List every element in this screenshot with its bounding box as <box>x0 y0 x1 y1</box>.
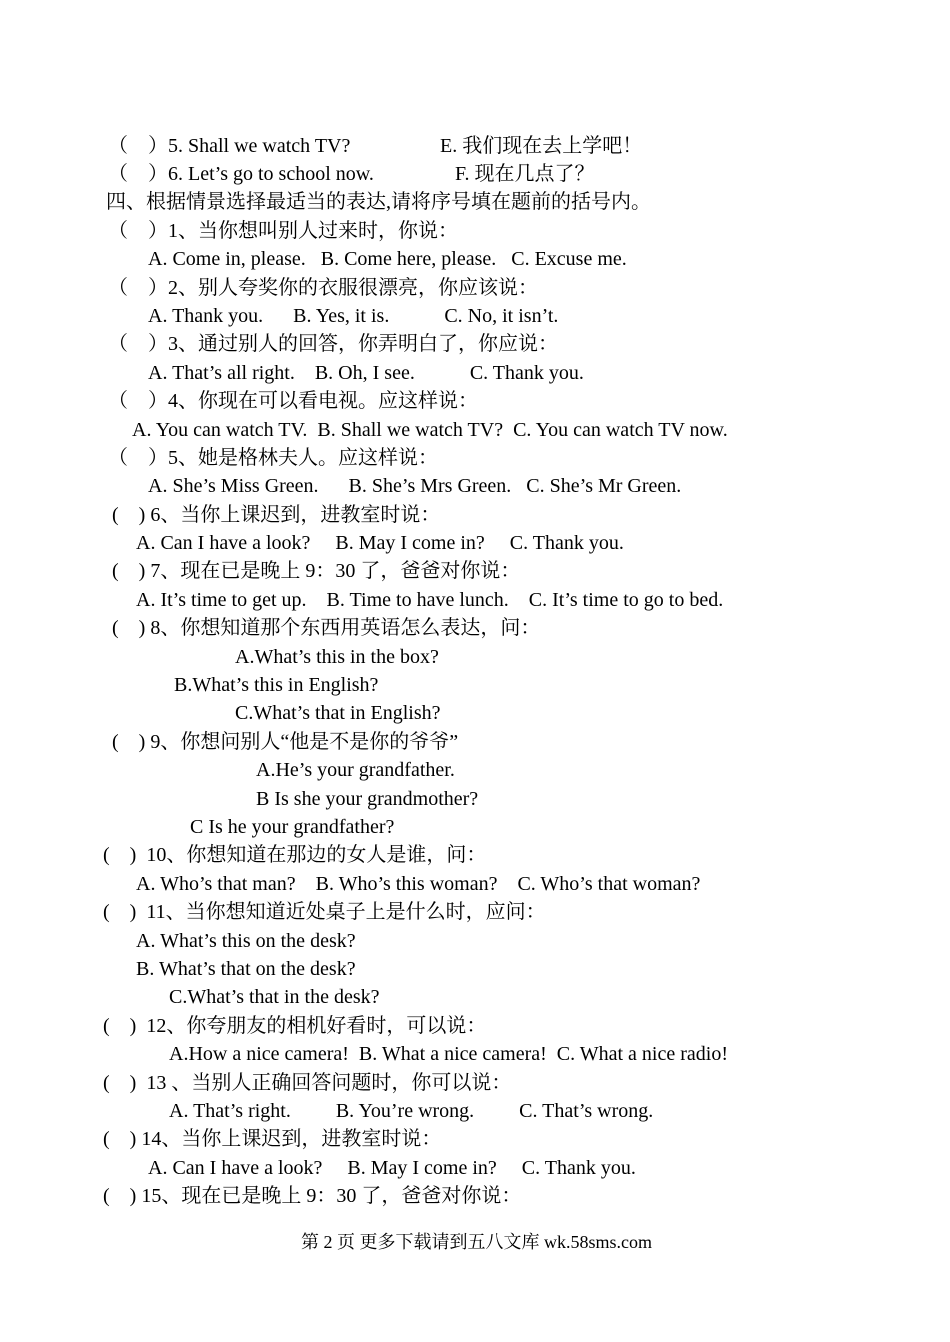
question-13: ( ) 13 、当别人正确回答问题时，你可以说： <box>103 1072 512 1094</box>
question-11-option-a: A. What’s this on the desk? <box>136 930 356 952</box>
question-4-options: A. You can watch TV. B. Shall we watch TV? C. You can watch TV now. <box>132 419 728 441</box>
question-9: ( ) 9、你想问别人“他是不是你的爷爷” <box>112 731 459 753</box>
question-9-option-a: A.He’s your grandfather. <box>256 759 455 781</box>
question-2-options: A. Thank you. B. Yes, it is. C. No, it isn’t. <box>148 305 559 327</box>
question-1-options: A. Come in, please. B. Come here, please. C. Excuse me. <box>148 248 627 270</box>
question-5: （ ）5、她是格林夫人。应这样说： <box>108 447 438 469</box>
question-7-options: A. It’s time to get up. B. Time to have lunch. C. It’s time to go to bed. <box>136 589 724 611</box>
question-14-options: A. Can I have a look? B. May I come in? C. Thank you. <box>148 1157 636 1179</box>
question-11: ( ) 11、当你想知道近处桌子上是什么时，应问： <box>103 901 546 923</box>
question-8: ( ) 8、你想知道那个东西用英语怎么表达，问： <box>112 617 541 639</box>
section-heading: 四、根据情景选择最适当的表达,请将序号填在题前的括号内。 <box>106 191 651 213</box>
question-5-options: A. She’s Miss Green. B. She’s Mrs Green. C. She’s Mr Green. <box>148 475 682 497</box>
question-15: ( ) 15、现在已是晚上 9：30 了，爸爸对你说： <box>103 1185 522 1207</box>
question-11-option-c: C.What’s that in the desk? <box>169 986 380 1008</box>
question-1: （ ）1、当你想叫别人过来时，你说： <box>108 220 458 242</box>
matching-option-e: E. 我们现在去上学吧！ <box>440 135 643 157</box>
question-12: ( ) 12、你夸朋友的相机好看时，可以说： <box>103 1015 487 1037</box>
question-3-options: A. That’s all right. B. Oh, I see. C. Thank you. <box>148 362 584 384</box>
question-11-option-b: B. What’s that on the desk? <box>136 958 356 980</box>
question-9-option-c: C Is he your grandfather? <box>190 816 395 838</box>
question-8-option-b: B.What’s this in English? <box>174 674 379 696</box>
question-6: ( ) 6、当你上课迟到，进教室时说： <box>112 504 441 526</box>
matching-item-5: （ ）5. Shall we watch TV? <box>108 135 351 157</box>
question-13-options: A. That’s right. B. You’re wrong. C. That’s wrong. <box>169 1100 654 1122</box>
question-8-option-a: A.What’s this in the box? <box>235 646 439 668</box>
question-8-option-c: C.What’s that in English? <box>235 702 441 724</box>
question-14: ( ) 14、当你上课迟到，进教室时说： <box>103 1128 442 1150</box>
question-6-options: A. Can I have a look? B. May I come in? C. Thank you. <box>136 532 624 554</box>
question-9-option-b: B Is she your grandmother? <box>256 788 479 810</box>
question-4: （ ）4、你现在可以看电视。应这样说： <box>108 390 478 412</box>
question-2: （ ）2、别人夸奖你的衣服很漂亮，你应该说： <box>108 277 538 299</box>
matching-option-f: F. 现在几点了？ <box>455 163 595 185</box>
question-12-options: A.How a nice camera! B. What a nice camera! C. What a nice radio! <box>169 1043 728 1065</box>
question-10: ( ) 10、你想知道在那边的女人是谁，问： <box>103 844 487 866</box>
question-3: （ ）3、通过别人的回答，你弄明白了，你应说： <box>108 333 558 355</box>
question-7: ( ) 7、现在已是晚上 9：30 了，爸爸对你说： <box>112 560 521 582</box>
matching-item-6: （ ）6. Let’s go to school now. <box>108 163 374 185</box>
question-10-options: A. Who’s that man? B. Who’s this woman? C. Who’s that woman? <box>136 873 701 895</box>
page-footer: 第 2 页 更多下载请到五八文库 wk.58sms.com <box>301 1232 652 1252</box>
